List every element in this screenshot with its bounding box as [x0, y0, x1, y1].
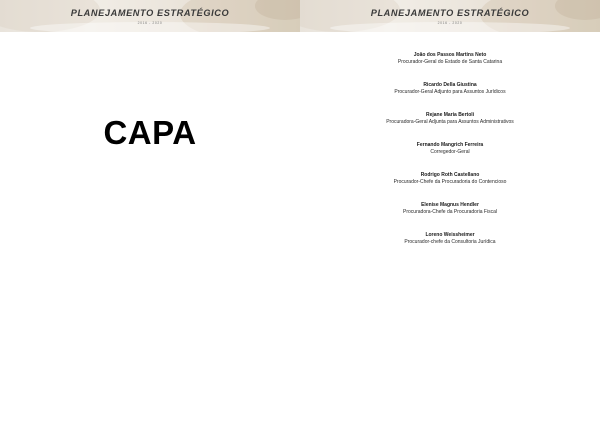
cover-text: CAPA	[103, 114, 197, 151]
header-banner	[300, 0, 600, 32]
staff-name: João dos Passos Martins Neto	[413, 52, 487, 58]
staff-entry	[300, 82, 600, 112]
staff-name: Fernando Mangrich Ferreira	[416, 142, 484, 148]
header-title: PLANEJAMENTO ESTRATÉGICO	[70, 8, 230, 18]
staff-role: Procurador-chefe da Consultoria Jurídica	[404, 239, 496, 245]
header-banner	[0, 0, 300, 32]
header-title: PLANEJAMENTO ESTRATÉGICO	[370, 8, 530, 18]
staff-list	[300, 52, 600, 262]
staff-name: Ricardo Della Giustina	[423, 82, 477, 88]
header-subtitle: 2016 - 2020	[137, 21, 163, 25]
staff-role: Corregedor-Geral	[430, 149, 470, 155]
staff-name: Rejane Maria Bertoli	[425, 112, 475, 118]
staff-entry	[300, 202, 600, 232]
staff-entry	[300, 142, 600, 172]
staff-role: Procurador-Chefe da Procuradoria do Contencioso	[393, 179, 507, 185]
staff-role: Procuradora-Chefe da Procuradoria Fiscal	[403, 209, 497, 215]
staff-name: Elenise Magnus Hendler	[421, 202, 479, 208]
staff-entry	[300, 172, 600, 202]
staff-entry	[300, 232, 600, 262]
staff-role: Procuradora-Geral Adjunta para Assuntos Administrativos	[386, 119, 514, 125]
staff-role: Procurador-Geral Adjunto para Assuntos Jurídicos	[394, 89, 506, 95]
staff-name: Rodrigo Roth Castellano	[420, 172, 480, 178]
staff-entry	[300, 52, 600, 82]
staff-entry	[300, 112, 600, 142]
header-subtitle: 2016 - 2020	[437, 21, 463, 25]
staff-name: Loreno Weissheimer	[425, 232, 475, 238]
right-page	[300, 0, 600, 424]
staff-role: Procurador-Geral do Estado de Santa Catarina	[397, 59, 503, 65]
